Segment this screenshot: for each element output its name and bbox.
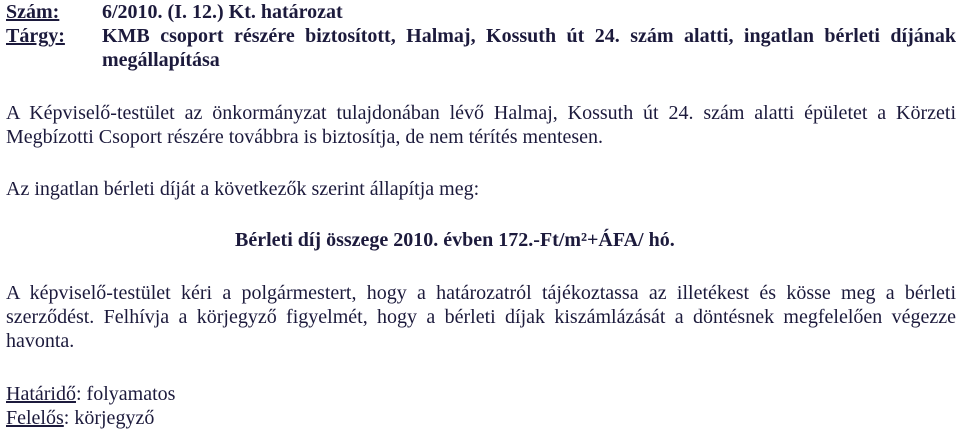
deadline-colon: : — [75, 383, 82, 405]
paragraph-building-use: A Képviselő-testület az önkormányzat tulajdonában lévő Halmaj, Kossuth út 24. szám alatti épületet a Körzeti Megbízotti Csoport részére továbbra is biztosítja, de nem térítés mentesen. — [6, 102, 956, 148]
deadline-row — [6, 382, 956, 406]
number-label: Szám: — [6, 1, 60, 23]
responsible-row — [6, 406, 956, 430]
header-number-row — [6, 0, 956, 24]
paragraph-contract-request: A képviselő-testület kéri a polgármestert, hogy a határozatról tájékoztassa az illetékest és kösse meg a bérleti szerződést. Felhívja a körjegyző figyelmét, hogy a bérleti díjak kiszámlázását a döntésnek megfelelően végezze havonta. — [6, 282, 956, 352]
paragraph-fee-intro: Az ingatlan bérleti díját a következők szerint állapítja meg: — [6, 178, 480, 200]
footer-block — [6, 382, 956, 430]
number-value: 6/2010. (I. 12.) Kt. határozat — [102, 1, 343, 23]
subject-value: KMB csoport részére biztosított, Halmaj, Kossuth út 24. szám alatti, ingatlan bérleti díjának megállapítása — [102, 25, 956, 71]
resolution-document — [6, 0, 956, 429]
responsible-value: körjegyző — [69, 407, 155, 429]
subject-label: Tárgy: — [6, 25, 65, 47]
deadline-value: folyamatos — [81, 383, 176, 405]
responsible-label: Felelős — [6, 407, 64, 429]
deadline-label: Határidő — [6, 383, 76, 405]
rental-fee-statement: Bérleti díj összege 2010. évben 172.-Ft/m²+ÁFA/ hó. — [235, 229, 675, 251]
header-subject-row — [6, 24, 956, 72]
responsible-colon: : — [63, 407, 70, 429]
